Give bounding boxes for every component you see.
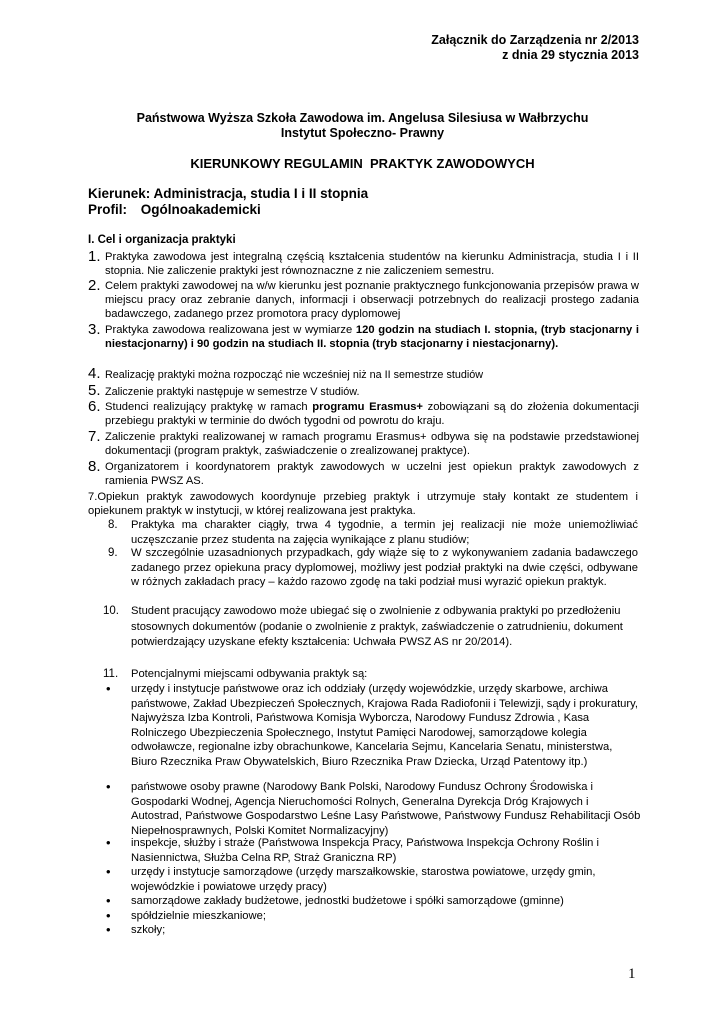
profil-value: Ogólnoakademicki (140, 202, 261, 217)
bullet: • (106, 922, 111, 937)
list-item-text: Potencjalnymi miejscami odbywania praktyk są: (131, 668, 368, 680)
attachment-header-line1: Załącznik do Zarządzenia nr 2/2013 (431, 33, 639, 47)
list-item-text: W szczególnie uzasadnionych przypadkach, gdy wiąże się to z wykonywaniem zadania badawczego zadanego przez opiekuna pracy dyplomowej, możliwy jest podział praktyki na dwie części, odbywane w różnych zakładach pracy – każdo razowo zgodę na taki podział musi wyrazić opiekun praktyk. (131, 547, 638, 588)
kierunek-line (88, 186, 368, 201)
item-text-plain: zobowiązani są do złożenia dokumentacji przebiegu praktyki w terminie do dwóch tygodni od powrotu do kraju. (105, 401, 639, 427)
bullet-text: spółdzielnie mieszkaniowe; (131, 910, 266, 922)
list-item-text (105, 400, 639, 428)
bullet: • (106, 908, 111, 923)
item-number: 10. (103, 605, 119, 617)
bullet-text: urzędy i instytucje państwowe oraz ich oddziały (urzędy wojewódzkie, urzędy skarbowe, archiwa państwowe, Zakład Ubezpieczeń Społecznych, Krajowa Rada Radiofonii i Telewizji, sądy i prokuratury, Najwyższa Izba Kontroli, Państwowa Komisja Wyborcza, Narodowy Fundusz Zdrowia , Kasa Rolniczego Ubezpieczenia Społecznego, Instytut Pamięci Narodowej, samorządowe kolegia odwoławcze, regionalne izby obrachunkowe, Kancelaria Sejmu, Kancelaria Senatu, ministerstwa, Biuro Rzecznika Praw Obywatelskich, Biuro Rzecznika Praw Dziecka, Urząd Patentowy itp.) (131, 683, 639, 768)
list-item-text (105, 323, 639, 351)
item-number: 8. (88, 458, 101, 475)
bullet-text: urzędy i instytucje samorządowe (urzędy marszałkowskie, starostwa powiatowe, urzędy gmin, wojewódzkie i powiatowe urzędy pracy) (131, 866, 596, 893)
item-number: 5. (88, 382, 101, 399)
bullet-text: szkoły; (131, 924, 166, 936)
list-item-text: Zaliczenie praktyki następuje w semestrze V studiów. (105, 386, 360, 398)
kierunek-value: Administracja, studia I i II stopnia (153, 186, 369, 201)
item-number: 6. (88, 398, 101, 415)
list-item-text: Realizację praktyki można rozpocząć nie wcześniej niż na II semestrze studiów (105, 369, 484, 381)
document-title: KIERUNKOWY REGULAMIN PRAKTYK ZAWODOWYCH (190, 156, 535, 171)
bullet-text: samorządowe zakłady budżetowe, jednostki budżetowe i spółki samorządowe (gminne) (131, 895, 564, 907)
list-item-text: Praktyka ma charakter ciągły, trwa 4 tygodnie, a termin jej realizacji nie może uniemożliwiać uczęszczanie przez studenta na zajęcia wynikające z planu studiów; (131, 519, 638, 546)
item-text-plain: Praktyka zawodowa realizowana jest w wymiarze (105, 324, 356, 336)
bullet: • (106, 893, 111, 908)
item-text-bold: programu Erasmus+ (312, 401, 423, 413)
attachment-header-line2: z dnia 29 stycznia 2013 (502, 48, 639, 62)
opiekun-paragraph: 7.Opiekun praktyk zawodowych koordynuje przebieg praktyk i utrzymuje stały kontakt ze studentem i opiekunem praktyk w instytucji, w której realizowana jest praktyka. (88, 491, 638, 517)
bullet: • (106, 779, 111, 794)
item-text-bold: 120 godzin na studiach I. stopnia, (tryb stacjonarny i niestacjonarny) i 90 godzin na studiach II. stopnia (tryb stacjonarny i niestacjonarny). (105, 324, 639, 350)
bullet: • (106, 864, 111, 879)
institute-name: Instytut Społeczno- Prawny (280, 126, 445, 140)
item-number: 9. (108, 547, 118, 559)
item-number: 4. (88, 365, 101, 382)
bullet: • (106, 835, 111, 850)
list-item-text: Student pracujący zawodowo może ubiegać się o zwolnienie z odbywania praktyki po przedłożeniu stosownych dokumentów (podanie o zwolnienie z praktyk, zaświadczenie o zatrudnieniu, dokument potwierdzający uzyskane efekty kształcenia: Uchwała PWSZ AS nr 20/2014). (131, 605, 623, 648)
item-text-plain: Studenci realizujący praktykę w ramach (105, 401, 313, 413)
item-number: 2. (88, 277, 101, 294)
bullet-text: państwowe osoby prawne (Narodowy Bank Polski, Narodowy Fundusz Ochrony Środowiska i Gospodarki Wodnej, Agencja Nieruchomości Rolnych, Generalna Dyrekcja Dróg Krajowych i Autostrad, Państwowe Gospodarstwo Leśne Lasy Państwowe, Państwowy Fundusz Rehabilitacji Osób Niepełnosprawnych, Polski Komitet Normalizacyjny) (131, 781, 641, 837)
item-number: 11. (103, 668, 119, 680)
list-item-text: Zaliczenie praktyki realizowanej w ramach programu Erasmus+ odbywa się na podstawie przedstawionej dokumentacji (program praktyk, zaświadczenie o zrealizowanej praktyce). (105, 431, 639, 457)
section-title: I. Cel i organizacja praktyki (88, 234, 236, 246)
institution-name: Państwowa Wyższa Szkoła Zawodowa im. Angelusa Silesiusa w Wałbrzychu (136, 111, 589, 125)
list-item-text: Celem praktyki zawodowej na w/w kierunku jest poznanie praktycznego funkcjonowania przepisów prawa w miejscu pracy oraz zebranie danych, informacji i obserwacji potrzebnych do realizacji prostego zadania badawczego, zadanego przez promotora pracy dyplomowej (105, 280, 639, 320)
profil-line (88, 202, 261, 217)
item-number: 8. (108, 519, 118, 531)
profil-label: Profil: (88, 202, 127, 217)
page-number: 1 (628, 966, 636, 982)
item-number: 7. (88, 428, 101, 445)
bullet: • (106, 681, 111, 696)
item-number: 1. (88, 248, 101, 265)
bullet-text: inspekcje, służby i straże (Państwowa Inspekcja Pracy, Państwowa Inspekcja Ochrony Roślin i Nasiennictwa, Służba Celna RP, Straż Graniczna RP) (131, 837, 600, 864)
item-number: 3. (88, 321, 101, 338)
list-item-text: Praktyka zawodowa jest integralną częścią kształcenia studentów na kierunku Administracja, studia I i II stopnia. Nie zaliczenie praktyki jest równoznaczne z nie zaliczeniem semestru. (105, 251, 639, 277)
list-item-text: Organizatorem i koordynatorem praktyk zawodowych w uczelni jest opiekun praktyk zawodowych z ramienia PWSZ AS. (105, 461, 639, 487)
kierunek-label: Kierunek: (88, 186, 151, 201)
